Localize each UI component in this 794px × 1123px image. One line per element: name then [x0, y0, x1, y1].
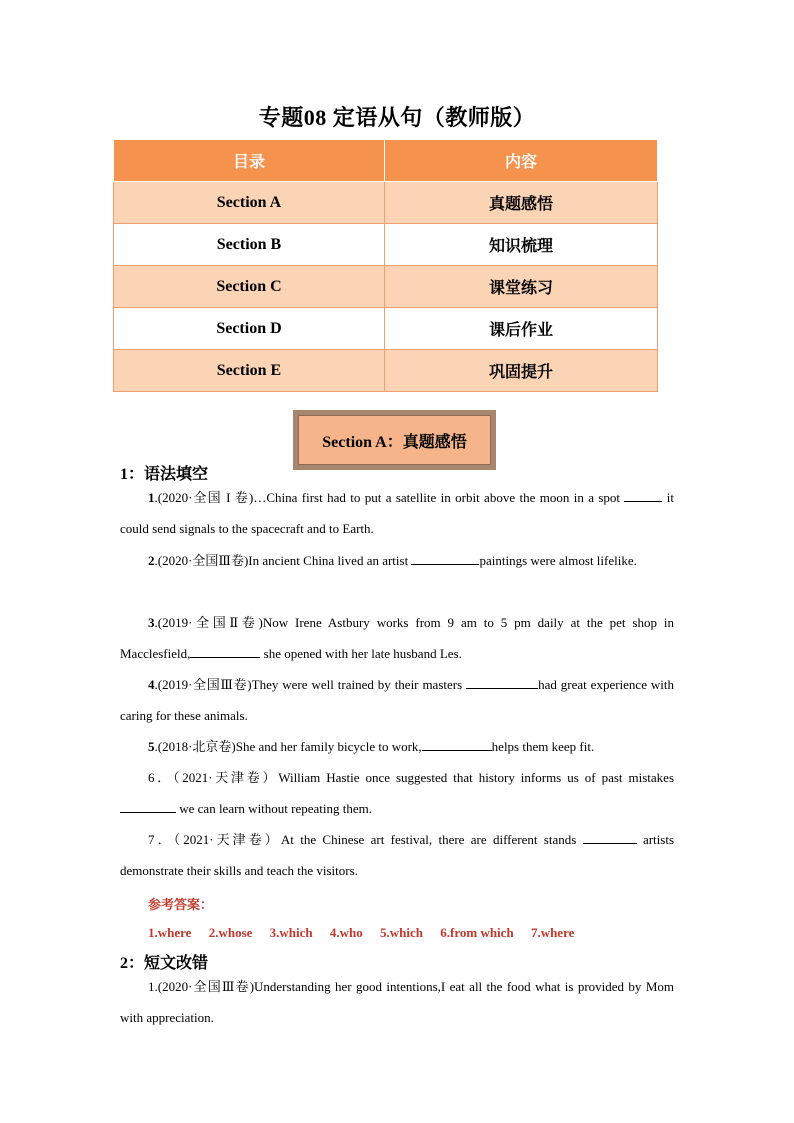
toc-content: 知识梳理	[385, 224, 658, 266]
question-number: 2	[148, 553, 155, 568]
question-text: it could send signals to the spacecraft and to Earth.	[120, 490, 674, 536]
question-text: paintings were almost lifelike.	[479, 553, 637, 568]
question-6	[120, 762, 674, 824]
answer-item: 6.from which	[440, 925, 514, 940]
toc-header-directory: 目录	[114, 140, 385, 182]
question-text: She and her family bicycle to work,	[235, 739, 422, 754]
toc-section: Section A	[114, 182, 385, 224]
answer-key	[148, 925, 588, 941]
toc-header-row	[114, 140, 658, 182]
question-text: had great experience with caring for these animals.	[120, 677, 674, 723]
page-title: 专题08 定语从句（教师版）	[258, 105, 536, 130]
answer-item: 4.who	[329, 925, 363, 940]
toc-row	[114, 308, 658, 350]
question-text: William Hastie once suggested that history informs us of past mistakes	[278, 770, 674, 785]
question-4	[120, 669, 674, 731]
question-source: ．（2021·天津卷）	[154, 770, 279, 785]
part1-heading: 1：语法填空	[120, 466, 209, 483]
toc-content: 巩固提升	[385, 350, 658, 392]
question-source: .(2019·全国Ⅲ卷)	[154, 677, 252, 692]
question-text: we can learn without repeating them.	[179, 801, 373, 816]
question-text: They were well trained by their masters	[251, 677, 463, 692]
question-source: .(2020·全国Ⅲ卷)	[154, 553, 249, 568]
answer-item: 2.whose	[208, 925, 253, 940]
question-number: 5	[148, 739, 155, 754]
answer-blank	[411, 551, 479, 565]
question-number: 1	[148, 490, 155, 505]
question-source: .(2020·全国 I 卷)	[154, 490, 254, 505]
toc-content: 真题感悟	[385, 182, 658, 224]
question-number: 7	[148, 832, 155, 847]
section-a-banner-label: Section A：真题感悟	[298, 415, 491, 465]
answer-blank	[120, 799, 176, 813]
question-7	[120, 824, 674, 886]
answer-item: 3.which	[269, 925, 313, 940]
answer-blank	[624, 488, 662, 502]
question-number: 4	[148, 677, 155, 692]
toc-content: 课堂练习	[385, 266, 658, 308]
section-a-banner	[293, 410, 496, 470]
toc-section: Section E	[114, 350, 385, 392]
toc-header-content: 内容	[385, 140, 658, 182]
question-number: 6	[148, 770, 155, 785]
answer-item: 7.where	[530, 925, 575, 940]
answer-item: 5.which	[380, 925, 423, 940]
question-text: helps them keep fit.	[491, 739, 595, 754]
toc-row	[114, 266, 658, 308]
part2-heading: 2：短文改错	[120, 955, 209, 972]
toc-section: Section D	[114, 308, 385, 350]
answer-item: 1.where	[148, 925, 192, 940]
question-1	[120, 482, 674, 544]
answer-blank	[583, 830, 637, 844]
toc-section: Section C	[114, 266, 385, 308]
toc-row	[114, 350, 658, 392]
question-text: she opened with her late husband Les.	[263, 646, 462, 661]
question-number: 3	[148, 615, 155, 630]
question-3	[120, 607, 674, 669]
answer-key-label: 参考答案：	[148, 897, 214, 912]
question-text: 1.(2020·全国Ⅲ卷)Understanding her good intentions,I eat all the food what is provided by Mom with appreciation.	[120, 979, 674, 1025]
toc-content: 课后作业	[385, 308, 658, 350]
toc-section: Section B	[114, 224, 385, 266]
question-text: At the Chinese art festival, there are different stands	[280, 832, 577, 847]
toc-row	[114, 182, 658, 224]
answer-blank	[422, 737, 492, 751]
answer-blank	[466, 675, 538, 689]
correction-question-1	[120, 971, 674, 1033]
question-text: …China first had to put a satellite in orbit above the moon in a spot	[253, 490, 621, 505]
question-5	[120, 731, 674, 762]
question-text: In ancient China lived an artist	[248, 553, 409, 568]
toc-table	[113, 139, 658, 392]
question-text: Now Irene Astbury works from 9 am to 5 pm daily at the pet shop in Macclesfield,	[120, 615, 674, 661]
question-source: ．（2021·天津卷）	[154, 832, 281, 847]
toc-row	[114, 224, 658, 266]
question-source: .(2018·北京卷)	[154, 739, 236, 754]
question-2	[120, 545, 674, 576]
answer-blank	[190, 644, 260, 658]
question-source: .(2019·全国Ⅱ卷)	[154, 615, 263, 630]
question-text: artists demonstrate their skills and teach the visitors.	[120, 832, 675, 878]
